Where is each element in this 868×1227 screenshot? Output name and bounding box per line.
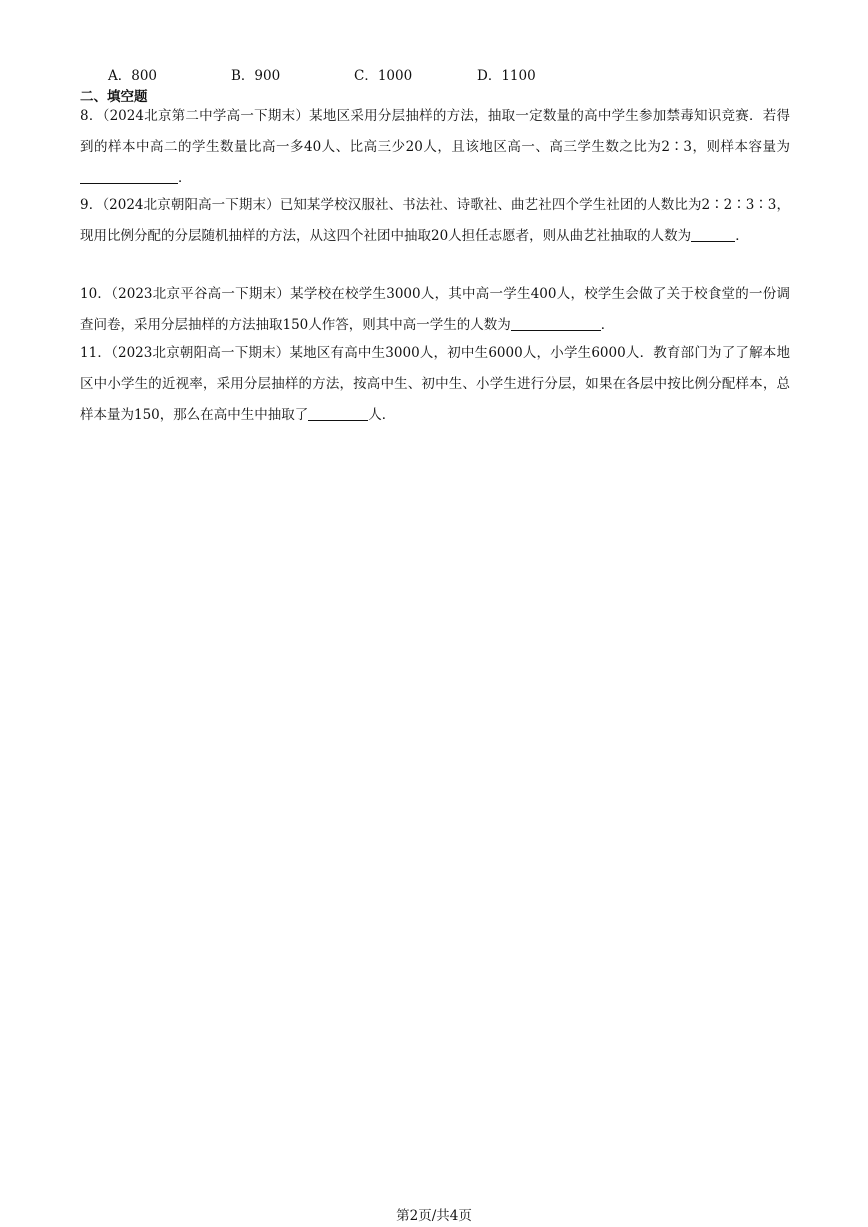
- answer-blank: [691, 225, 735, 242]
- answer-blank: [308, 404, 368, 421]
- question-11: [80, 338, 790, 431]
- question-source: （2023北京平谷高一下期末）: [111, 286, 291, 302]
- question-text-end: 人．: [368, 407, 396, 423]
- question-10: [80, 279, 790, 341]
- question-source: （2024北京第二中学高一下期末）: [102, 108, 310, 124]
- option-a: [108, 66, 157, 86]
- question-text: 已知某学校汉服社、书法社、诗歌社、曲艺社四个学生社团的人数比为2∶2∶3∶3，现用比例分配的分层随机抽样的方法，从这四个社团中抽取20人担任志愿者，则从曲艺社抽取的人数为: [80, 197, 791, 244]
- option-d: [477, 66, 536, 86]
- section-title: 二、填空题: [80, 89, 148, 105]
- question-text-end: ．: [600, 317, 615, 333]
- option-text: 1100: [501, 68, 536, 84]
- option-letter: D．: [477, 68, 502, 84]
- option-b: [231, 66, 280, 86]
- question-number: 10．: [80, 286, 112, 302]
- question-number: 11．: [80, 345, 112, 361]
- answer-blank: [80, 167, 178, 184]
- question-text: 某学校在校学生3000人，其中高一学生400人，校学生会做了关于校食堂的一份调查问卷，采用分层抽样的方法抽取150人作答，则其中高一学生的人数为: [80, 286, 790, 333]
- option-letter: C．: [354, 68, 378, 84]
- question-text-end: ．: [735, 228, 749, 244]
- question-number: 8．: [80, 108, 103, 124]
- option-text: 900: [254, 68, 281, 84]
- question-source: （2023北京朝阳高一下期末）: [111, 345, 290, 361]
- question-text: 某地区采用分层抽样的方法，抽取一定数量的高中学生参加禁毒知识竞赛．若得到的样本中高二的学生数量比高一多40人、比高三少20人，且该地区高一、高三学生数之比为2∶3，则样本容量为: [80, 108, 791, 155]
- question-text: 某地区有高中生3000人，初中生6000人，小学生6000人．教育部门为了了解本地区中小学生的近视率，采用分层抽样的方法，按高中生、初中生、小学生进行分层，如果在各层中按比例分配样本，总样本量为150，那么在高中生中抽取了: [80, 345, 790, 423]
- question-number: 9．: [80, 197, 103, 213]
- option-c: [354, 66, 412, 86]
- option-letter: A．: [108, 68, 132, 84]
- option-text: 800: [131, 68, 158, 84]
- question-9: [80, 190, 790, 252]
- option-letter: B．: [231, 68, 255, 84]
- answer-blank: [511, 314, 601, 331]
- question-text-end: ．: [178, 170, 192, 186]
- page-footer: 第2页/共4页: [396, 1208, 472, 1224]
- question-source: （2024北京朝阳高一下期末）: [102, 197, 280, 213]
- option-text: 1000: [377, 68, 413, 84]
- question-8: [80, 101, 790, 194]
